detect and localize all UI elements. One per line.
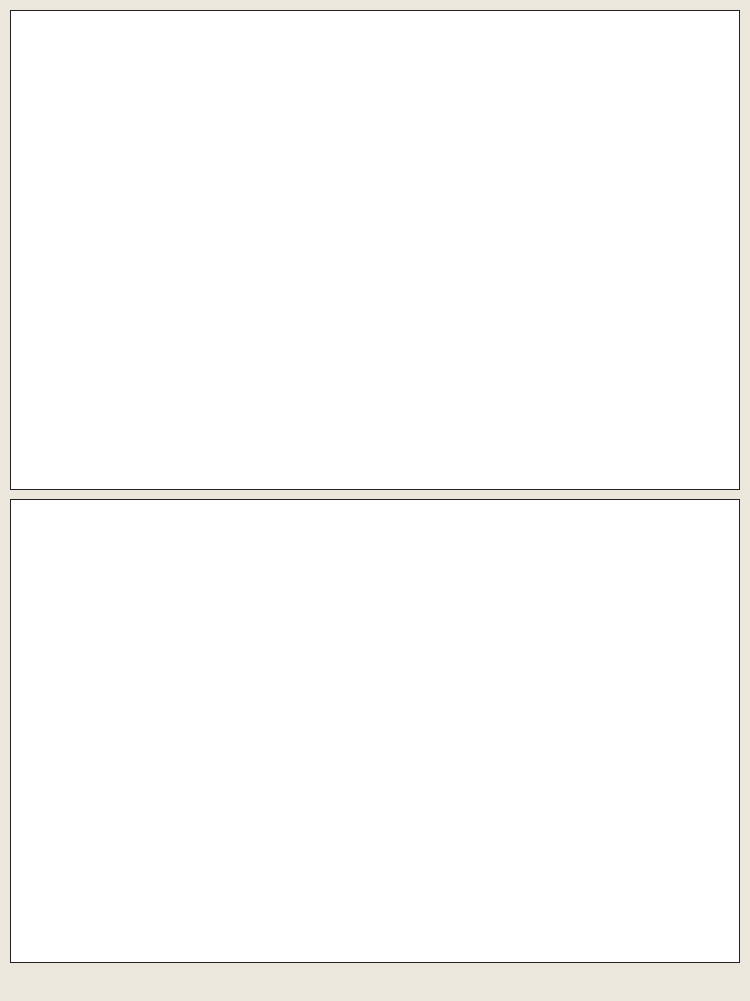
back-nine-scorecard bbox=[10, 499, 740, 963]
special-note bbox=[0, 972, 750, 986]
front-nine-scorecard bbox=[10, 10, 740, 490]
